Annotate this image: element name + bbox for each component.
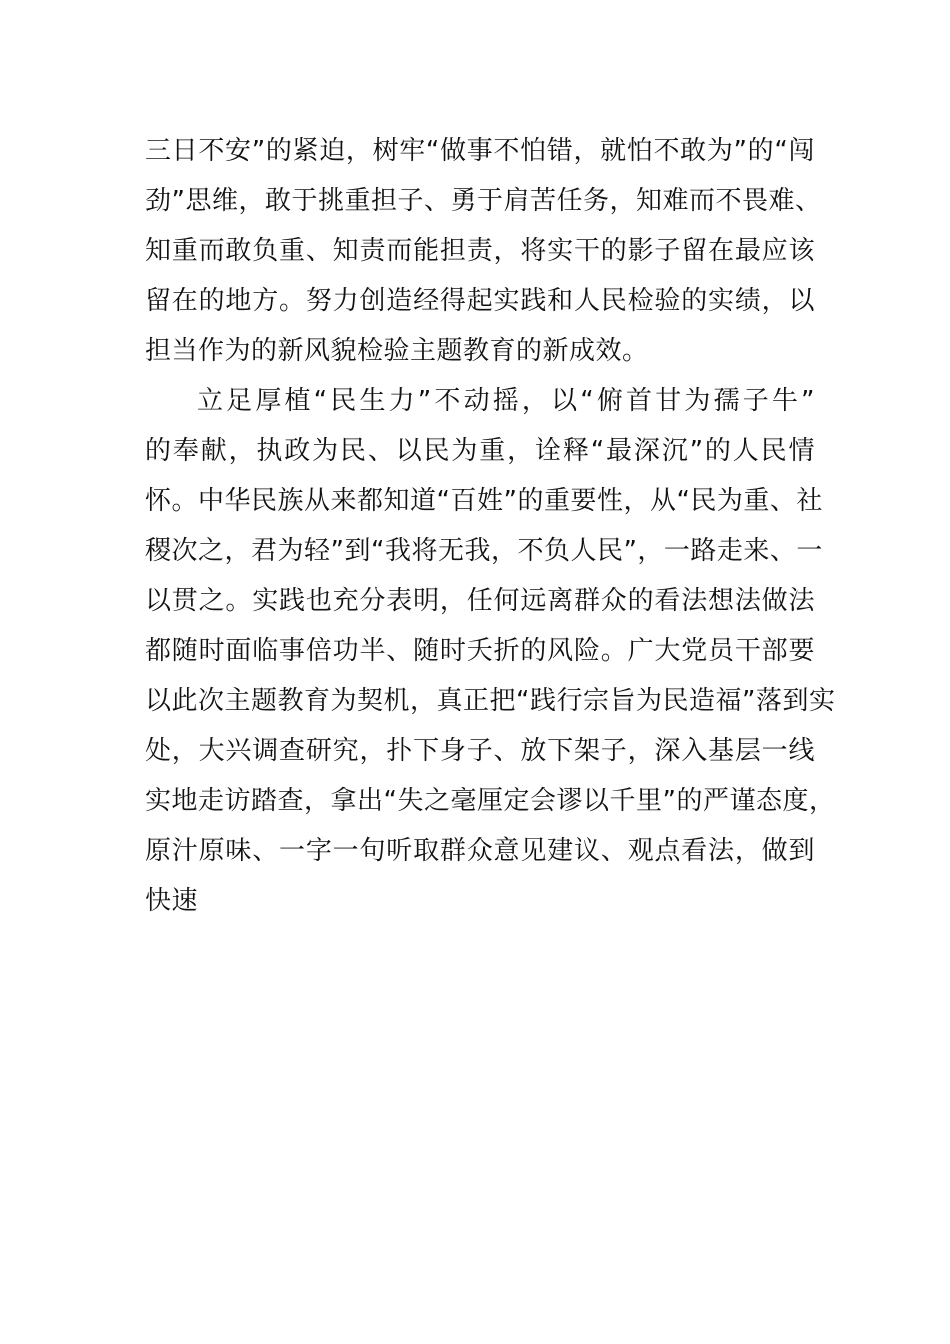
text-line: 原汁原味、一字一句听取群众意见建议、观点看法，做到 (145, 836, 815, 866)
text-line: 处，大兴调查研究，扑下身子、放下架子，深入基层一线 (145, 736, 815, 766)
text-line: 快速 (145, 886, 199, 916)
paragraph-2 (145, 376, 836, 926)
text-line: 的奉献，执政为民、以民为重，诠释“最深沉”的人民情 (145, 436, 815, 466)
text-line: 三日不安”的紧迫，树牢“做事不怕错，就怕不敢为”的“闯 (145, 136, 815, 166)
text-line: 实地走访踏查，拿出“失之毫厘定会谬以千里”的严谨态度， (145, 786, 836, 816)
text-line: 知重而敢负重、知责而能担责，将实干的影子留在最应该 (145, 236, 815, 266)
text-line: 担当作为的新风貌检验主题教育的新成效。 (145, 336, 649, 366)
text-line: 怀。中华民族从来都知道“百姓”的重要性，从“民为重、社 (145, 486, 823, 516)
text-line: 以贯之。实践也充分表明，任何远离群众的看法想法做法 (145, 586, 815, 616)
text-line: 稷次之，君为轻”到“我将无我，不负人民”，一路走来、一 (145, 536, 823, 566)
document-body (145, 126, 836, 926)
text-line: 立足厚植“民生力”不动摇，以“俯首甘为孺子牛” (197, 386, 815, 416)
text-line: 劲”思维，敢于挑重担子、勇于肩苦任务，知难而不畏难、 (145, 186, 822, 216)
text-line: 都随时面临事倍功半、随时夭折的风险。广大党员干部要 (145, 636, 815, 666)
paragraph-1 (145, 126, 822, 376)
text-line: 留在的地方。努力创造经得起实践和人民检验的实绩，以 (145, 286, 815, 316)
text-line: 以此次主题教育为契机，真正把“践行宗旨为民造福”落到实 (145, 686, 836, 716)
